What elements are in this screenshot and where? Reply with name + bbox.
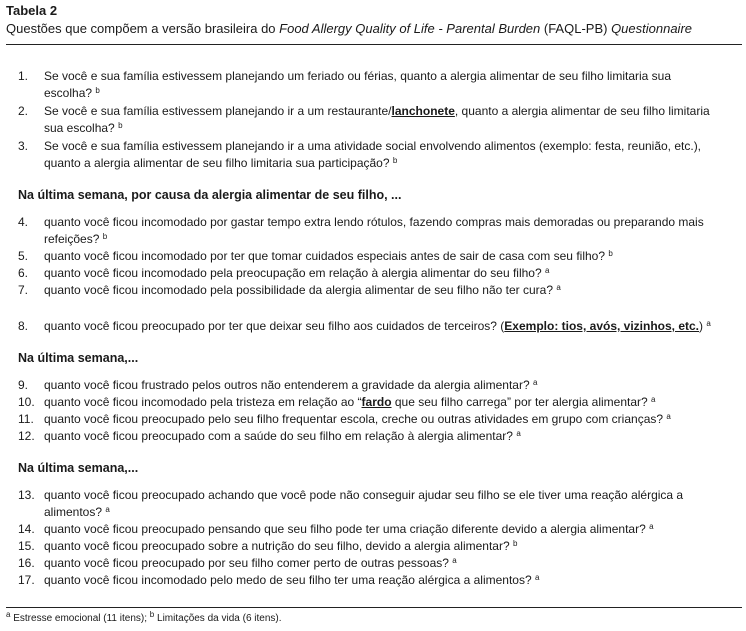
question-item (18, 214, 740, 248)
question-domain-mark: a (666, 412, 671, 421)
question-domain-mark: a (105, 505, 110, 514)
question-line: quanto você ficou incomodado por gastar tempo extra lendo rótulos, fazendo compras mais demoradas ou preparando mais (44, 215, 704, 229)
question-line: escolha? (44, 86, 93, 100)
question-text (44, 282, 740, 299)
question-item (18, 103, 740, 137)
question-line: Se você e sua família estivessem planejando ir a uma atividade social envolvendo alimentos (exemplo: festa, reunião, etc.), (44, 139, 702, 153)
question-number: 13. (18, 488, 35, 502)
question-line: que seu filho carrega” por ter alergia alimentar? (391, 395, 648, 409)
question-domain-mark: a (516, 429, 521, 438)
question-line: quanto você ficou incomodado pelo medo de seu filho ter uma reação alérgica a alimentos? (44, 573, 532, 587)
question-number: 4. (18, 215, 29, 229)
question-text (44, 521, 740, 538)
question-line: ) (699, 319, 704, 333)
question-text (44, 428, 740, 445)
question-line: quanto você ficou preocupado sobre a nutrição do seu filho, devido a alergia alimentar? (44, 539, 510, 553)
underlined-term: lanchonete (391, 104, 455, 118)
table-footnote (6, 610, 282, 624)
question-domain-mark: a (649, 522, 654, 531)
questions-body (18, 68, 740, 589)
question-number: 10. (18, 395, 35, 409)
question-text (44, 394, 740, 411)
question-line: Se você e sua família estivessem planejando um feriado ou férias, quanto a alergia alimentar de seu filho limitaria sua (44, 69, 672, 83)
subtitle-italic-2: Questionnaire (611, 21, 693, 36)
question-item (18, 318, 740, 335)
question-text (44, 538, 740, 555)
subtitle-text-mid: (FAQL-PB) (540, 21, 612, 36)
question-number: 14. (18, 522, 35, 536)
question-line: quanto você ficou preocupado achando que você pode não conseguir ajudar seu filho se ele tiver uma reação alérgica a (44, 488, 684, 502)
question-item (18, 411, 740, 428)
question-text (44, 214, 740, 248)
question-text (44, 318, 740, 335)
question-item (18, 68, 740, 102)
footnote-mark-a: a (6, 610, 11, 619)
question-line: quanto você ficou frustrado pelos outros não entenderem a gravidade da alergia alimentar? (44, 378, 530, 392)
question-text (44, 487, 740, 521)
question-item (18, 521, 740, 538)
question-line: quanto você ficou incomodado por ter que tomar cuidados especiais antes de sair de casa com seu filho? (44, 249, 605, 263)
question-item (18, 265, 740, 282)
question-line: quanto você ficou incomodado pela preocupação em relação à alergia alimentar do seu filho? (44, 266, 542, 280)
question-domain-mark: b (512, 539, 518, 548)
question-domain-mark: b (392, 156, 398, 165)
question-number: 15. (18, 539, 35, 553)
question-text (44, 377, 740, 394)
section-heading: Na última semana,... (18, 461, 139, 475)
underlined-term: fardo (361, 395, 392, 409)
question-line: quanto você ficou preocupado por ter que deixar seu filho aos cuidados de terceiros? ( (44, 319, 505, 333)
question-line: refeições? (44, 232, 100, 246)
question-line: quanto a alergia alimentar de seu filho limitaria sua participação? (44, 156, 390, 170)
question-item (18, 377, 740, 394)
footnote-text-a: Estresse emocional (11 itens); (10, 613, 150, 624)
question-text (44, 411, 740, 428)
question-text (44, 68, 740, 102)
question-number: 6. (18, 266, 29, 280)
question-domain-mark: a (651, 395, 656, 404)
question-number: 3. (18, 139, 29, 153)
question-domain-mark: b (118, 121, 123, 130)
question-domain-mark: b (102, 232, 108, 241)
question-item (18, 538, 740, 555)
footnote-text-b: Limitações da vida (6 itens). (154, 613, 282, 624)
question-number: 12. (18, 429, 35, 443)
question-domain-mark: a (706, 319, 711, 328)
subtitle-italic: Food Allergy Quality of Life - Parental Burden (279, 21, 541, 36)
question-number: 11. (18, 412, 34, 426)
question-line: sua escolha? (44, 121, 115, 135)
question-domain-mark: a (533, 378, 538, 387)
question-item (18, 555, 740, 572)
question-line: quanto você ficou preocupado com a saúde do seu filho em relação à alergia alimentar? (44, 429, 513, 443)
question-domain-mark: a (452, 556, 457, 565)
question-number: 1. (18, 69, 29, 83)
question-text (44, 265, 740, 282)
underlined-term: Exemplo: tios, avós, vizinhos, etc. (504, 319, 700, 333)
question-number: 8. (18, 319, 29, 333)
question-domain-mark: b (95, 86, 100, 95)
question-text (44, 555, 740, 572)
question-item (18, 138, 740, 172)
question-number: 2. (18, 104, 29, 118)
subtitle-text: Questões que compõem a versão brasileira do (6, 21, 280, 36)
table-subtitle (6, 21, 692, 36)
question-number: 17. (18, 573, 35, 587)
question-domain-mark: a (545, 266, 550, 275)
question-text (44, 138, 740, 172)
question-line: quanto você ficou incomodado pela tristeza em relação ao “ (44, 395, 362, 409)
question-number: 5. (18, 249, 29, 263)
question-line: quanto você ficou incomodado pela possibilidade da alergia alimentar de seu filho não ter cura? (44, 283, 553, 297)
question-line: alimentos? (44, 505, 103, 519)
question-item (18, 487, 740, 521)
section-heading: Na última semana, por causa da alergia alimentar de seu filho, ... (18, 188, 402, 202)
question-domain-mark: a (534, 573, 540, 582)
question-number: 9. (18, 378, 29, 392)
question-domain-mark: b (608, 249, 613, 258)
question-item (18, 428, 740, 445)
question-item (18, 248, 740, 265)
table-title: Tabela 2 (6, 3, 58, 18)
footnote-mark-b: b (149, 610, 155, 619)
question-line: quanto você ficou preocupado por seu filho comer perto de outras pessoas? (44, 556, 449, 570)
bottom-rule (6, 607, 742, 608)
question-number: 16. (18, 556, 35, 570)
question-item (18, 394, 740, 411)
question-line: , quanto a alergia alimentar de seu filho limitaria (454, 104, 710, 118)
section-heading: Na última semana,... (18, 351, 139, 365)
question-line: quanto você ficou preocupado pelo seu filho frequentar escola, creche ou outras atividades em grupo com crianças? (44, 412, 664, 426)
question-line: Se você e sua família estivessem planejando ir a um restaurante/ (44, 104, 392, 118)
top-rule (6, 44, 742, 45)
question-item (18, 572, 740, 589)
question-number: 7. (18, 283, 29, 297)
question-domain-mark: a (556, 283, 561, 292)
question-text (44, 572, 740, 589)
question-item (18, 282, 740, 299)
question-text (44, 248, 740, 265)
question-text (44, 103, 740, 137)
question-line: quanto você ficou preocupado pensando que seu filho pode ter uma criação diferente devido a alergia alimentar? (44, 522, 646, 536)
